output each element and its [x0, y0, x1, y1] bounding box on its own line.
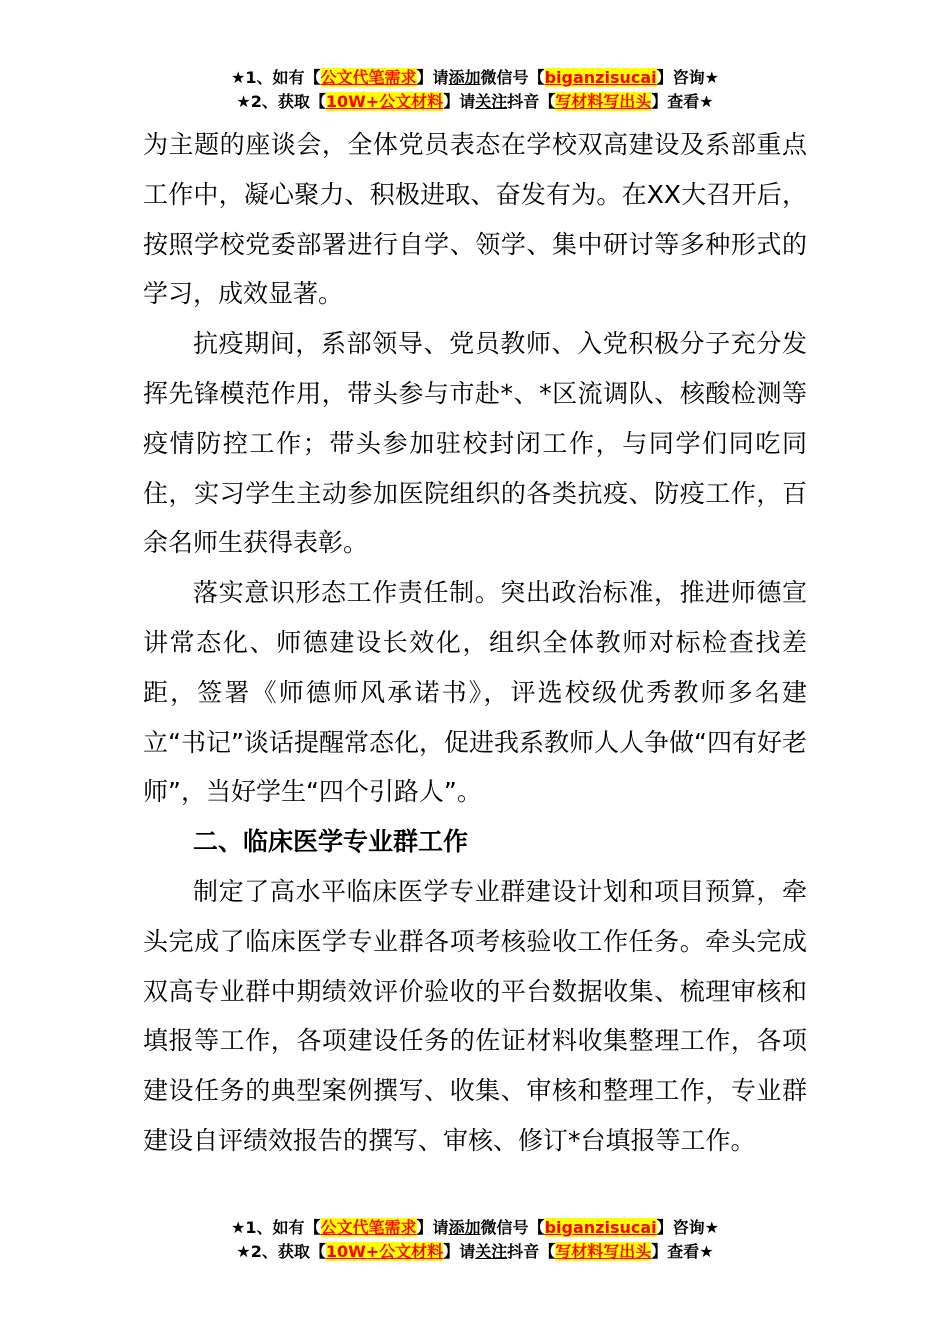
header-banner	[0, 66, 950, 114]
footer-banner	[0, 1216, 950, 1264]
banner-text: 微信号【	[480, 68, 545, 87]
paragraph-3: 落实意识形态工作责任制。突出政治标准，推进师德宣讲常态化、师德建设长效化，组织全体教师对标检查找差距，签署《师德师风承诺书》，评选校级优秀教师多名建立“书记”谈话提醒常态化，促进我系教师人人争做“四有好老师”，当好学生“四个引路人”。	[143, 578, 807, 807]
banner-highlight: 公文代笔需求	[320, 68, 417, 87]
banner-text: ★1、如有【	[231, 68, 321, 87]
banner-text: 】请	[416, 68, 449, 87]
banner-highlight: 公文代笔需求	[320, 1218, 417, 1237]
banner-highlight: 写材料写出头	[555, 1242, 652, 1261]
banner-text: ★1、如有【	[231, 1218, 321, 1237]
banner-highlight: biganzisucai	[544, 1218, 657, 1237]
banner-text: ★2、获取【	[236, 92, 326, 111]
banner-highlight: 10W+公文材料	[325, 1242, 444, 1261]
paragraph-2: 抗疫期间，系部领导、党员教师、入党积极分子充分发挥先锋模范作用，带头参与市赴*、*区流调队、核酸检测等疫情防控工作；带头参加驻校封闭工作，与同学们同吃同住，实习学生主动参加医院组织的各类抗疫、防疫工作，百余名师生获得表彰。	[143, 329, 807, 558]
banner-line-1	[0, 1216, 950, 1240]
banner-text: 抖音【	[507, 1242, 556, 1261]
banner-text: 】咨询★	[656, 1218, 719, 1237]
section-heading: 二、临床医学专业群工作	[193, 827, 469, 857]
banner-text: 抖音【	[507, 92, 556, 111]
paragraph-1: 为主题的座谈会，全体党员表态在学校双高建设及系部重点工作中，凝心聚力、积极进取、奋发有为。在XX大召开后，按照学校党委部署进行自学、领学、集中研讨等多种形式的学习，成效显著。	[143, 130, 807, 309]
banner-underline: 关注	[475, 92, 508, 111]
banner-text: 微信号【	[480, 1218, 545, 1237]
banner-line-2	[0, 1240, 950, 1264]
banner-underline: 添加	[448, 68, 481, 87]
banner-text: 】咨询★	[656, 68, 719, 87]
banner-text: 】查看★	[651, 92, 714, 111]
banner-highlight: 10W+公文材料	[325, 92, 444, 111]
paragraph-4: 制定了高水平临床医学专业群建设计划和项目预算，牵头完成了临床医学专业群各项考核验收工作任务。牵头完成双高专业群中期绩效评价验收的平台数据收集、梳理审核和填报等工作，各项建设任务的佐证材料收集整理工作，各项建设任务的典型案例撰写、收集、审核和整理工作，专业群建设自评绩效报告的撰写、审核、修订*台填报等工作。	[143, 876, 807, 1155]
banner-text: 】查看★	[651, 1242, 714, 1261]
banner-underline: 关注	[475, 1242, 508, 1261]
banner-highlight: biganzisucai	[544, 68, 657, 87]
banner-text: 】请	[416, 1218, 449, 1237]
banner-text: 】请	[443, 92, 476, 111]
banner-text: ★2、获取【	[236, 1242, 326, 1261]
banner-line-1	[0, 66, 950, 90]
banner-underline: 添加	[448, 1218, 481, 1237]
document-body	[143, 120, 807, 1166]
banner-highlight: 写材料写出头	[555, 92, 652, 111]
banner-text: 】请	[443, 1242, 476, 1261]
banner-line-2	[0, 90, 950, 114]
